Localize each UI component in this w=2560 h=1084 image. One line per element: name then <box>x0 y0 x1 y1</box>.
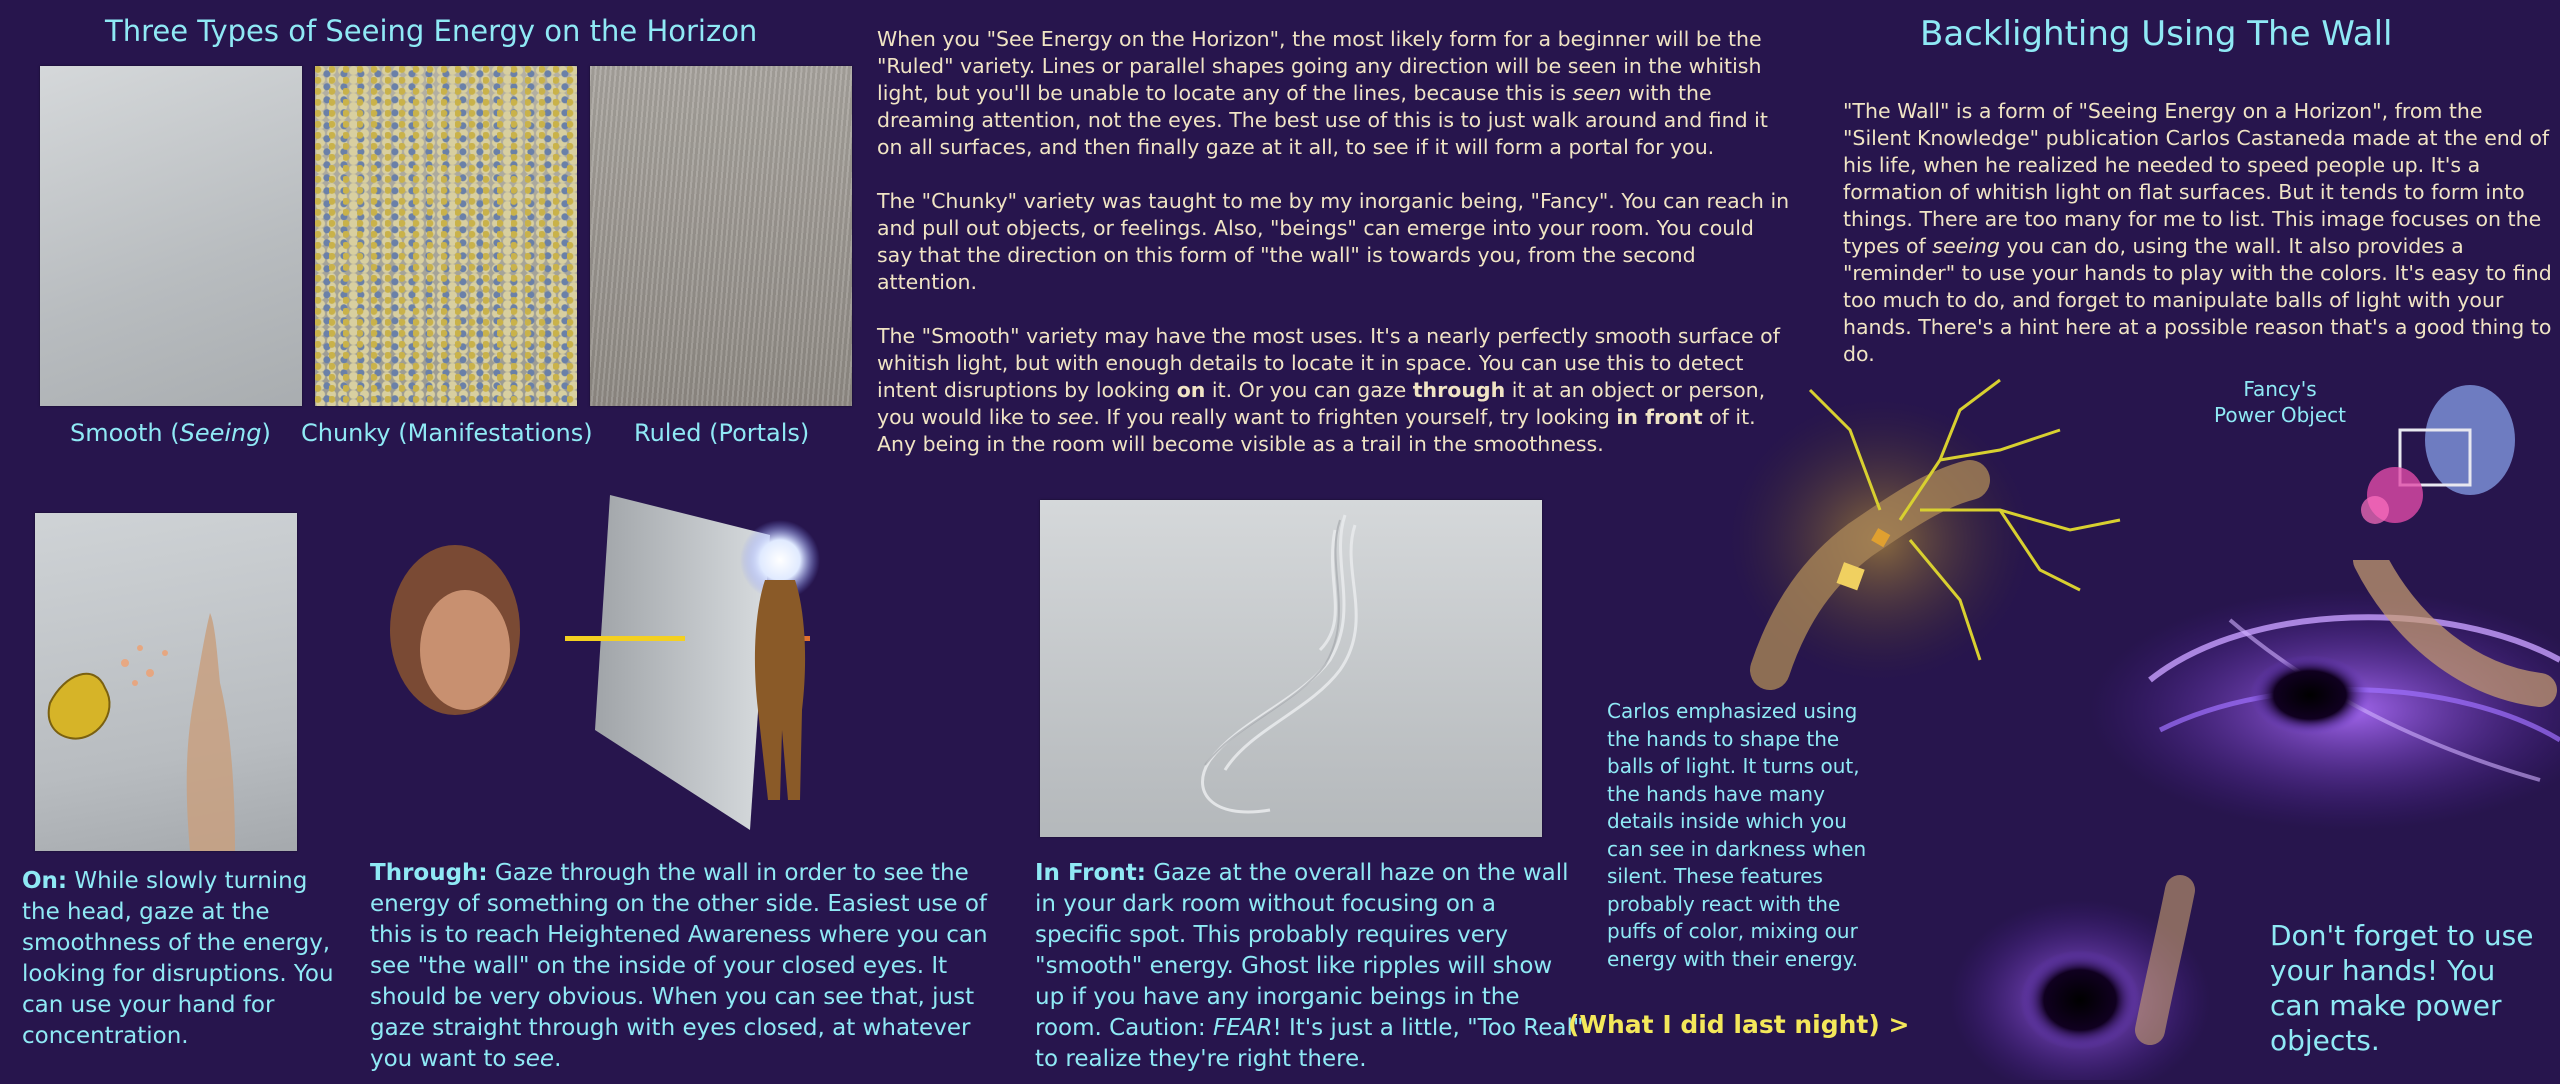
smooth-paragraph: The "Smooth" variety may have the most uses. It's a nearly perfectly smooth surface of whitish light, but with enough details to locate it in space. You can use this to detect intent disruptions by looking on it. Or you can gaze through it at an object or person, you would like to see. If you really want to frighten yourself, try looking in front of it. Any being in the room will become visible as a trail in the smoothness. <box>877 324 1780 456</box>
carlos-caption: Carlos emphasized using the hands to shape the balls of light. It turns out, the hands have many details inside which you can see in darkness when silent. These features probably react with the puffs of color, mixing our energy with their energy. <box>1607 699 1867 971</box>
smooth-wall-image <box>40 66 302 406</box>
chunky-wall-image <box>315 66 577 406</box>
chunky-paragraph: The "Chunky" variety was taught to me by my inorganic being, "Fancy". You can reach in and pull out objects, or feelings. Also, "beings" can emerge into your room. You could say that the direction on this form of "the wall" is towards you, from the second attention. <box>877 189 1790 294</box>
in-front-wall-image <box>1040 500 1542 837</box>
on-wall-image <box>35 513 297 851</box>
right-title: Backlighting Using The Wall <box>1920 14 2393 54</box>
in-front-caption: In Front: Gaze at the overall haze on the wall in your dark room without focusing on a specific spot. This probably requires very "smooth" energy. Ghost like ripples will show up if you have any inorganic beings in the room. Caution: FEAR! It's just a little, "Too Real" to realize they're right there. <box>1035 860 1584 1072</box>
through-wall-image <box>380 490 830 840</box>
fancy-power-object-image <box>2340 370 2555 540</box>
chunky-caption: Chunky (Manifestations) <box>301 419 593 447</box>
smooth-caption: Smooth (Seeing) <box>70 419 271 447</box>
right-text: "The Wall" is a form of "Seeing Energy on a Horizon", from the "Silent Knowledge" publication Carlos Castaneda made at the end of his life, when he realized he needed to speed people up. It's a formation of whitish light on flat surfaces. But it tends to form into things. There are too many for me to list. This image focuses on the types of seeing you can do, using the wall. It also provides a "reminder" to use your hands to play with the colors. It's easy to find too much to do, and forget to manipulate balls of light with your hands. There's a hint here at a possible reason that's a good thing to do. <box>1843 99 2552 366</box>
left-title: Three Types of Seeing Energy on the Horizon <box>105 14 758 48</box>
ruled-caption: Ruled (Portals) <box>634 419 810 447</box>
ruled-paragraph: When you "See Energy on the Horizon", the most likely form for a beginner will be the "Ruled" variety. Lines or parallel shapes going any direction will be seen in the whitish light, but you'll be unable to locate any of the lines, because this is seen with the dreaming attention, not the eyes. The best use of this is to just walk around and find it on all surfaces, and then finally gaze at it all, to see if it will form a portal for you. <box>877 27 1768 159</box>
dont-forget-caption: Don't forget to use your hands! You can make power objects. <box>2270 919 2534 1057</box>
on-caption: On: While slowly turning the head, gaze at the smoothness of the energy, looking for disruptions. You can use your hand for concentration. <box>22 868 334 1049</box>
last-night-link: (What I did last night) > <box>1568 1010 1910 1039</box>
through-caption: Through: Gaze through the wall in order to see the energy of something on the other side. Easiest use of this is to reach Heightened Awareness where you can see "the wall" on the inside of your closed eyes. It should be very obvious. When you can see that, just gaze straight through with eyes closed, at whatever you want to see. <box>370 860 988 1072</box>
fancy-label: Fancy's Power Object <box>2214 377 2346 427</box>
middle-text <box>877 26 1792 485</box>
ruled-wall-image <box>590 66 852 406</box>
